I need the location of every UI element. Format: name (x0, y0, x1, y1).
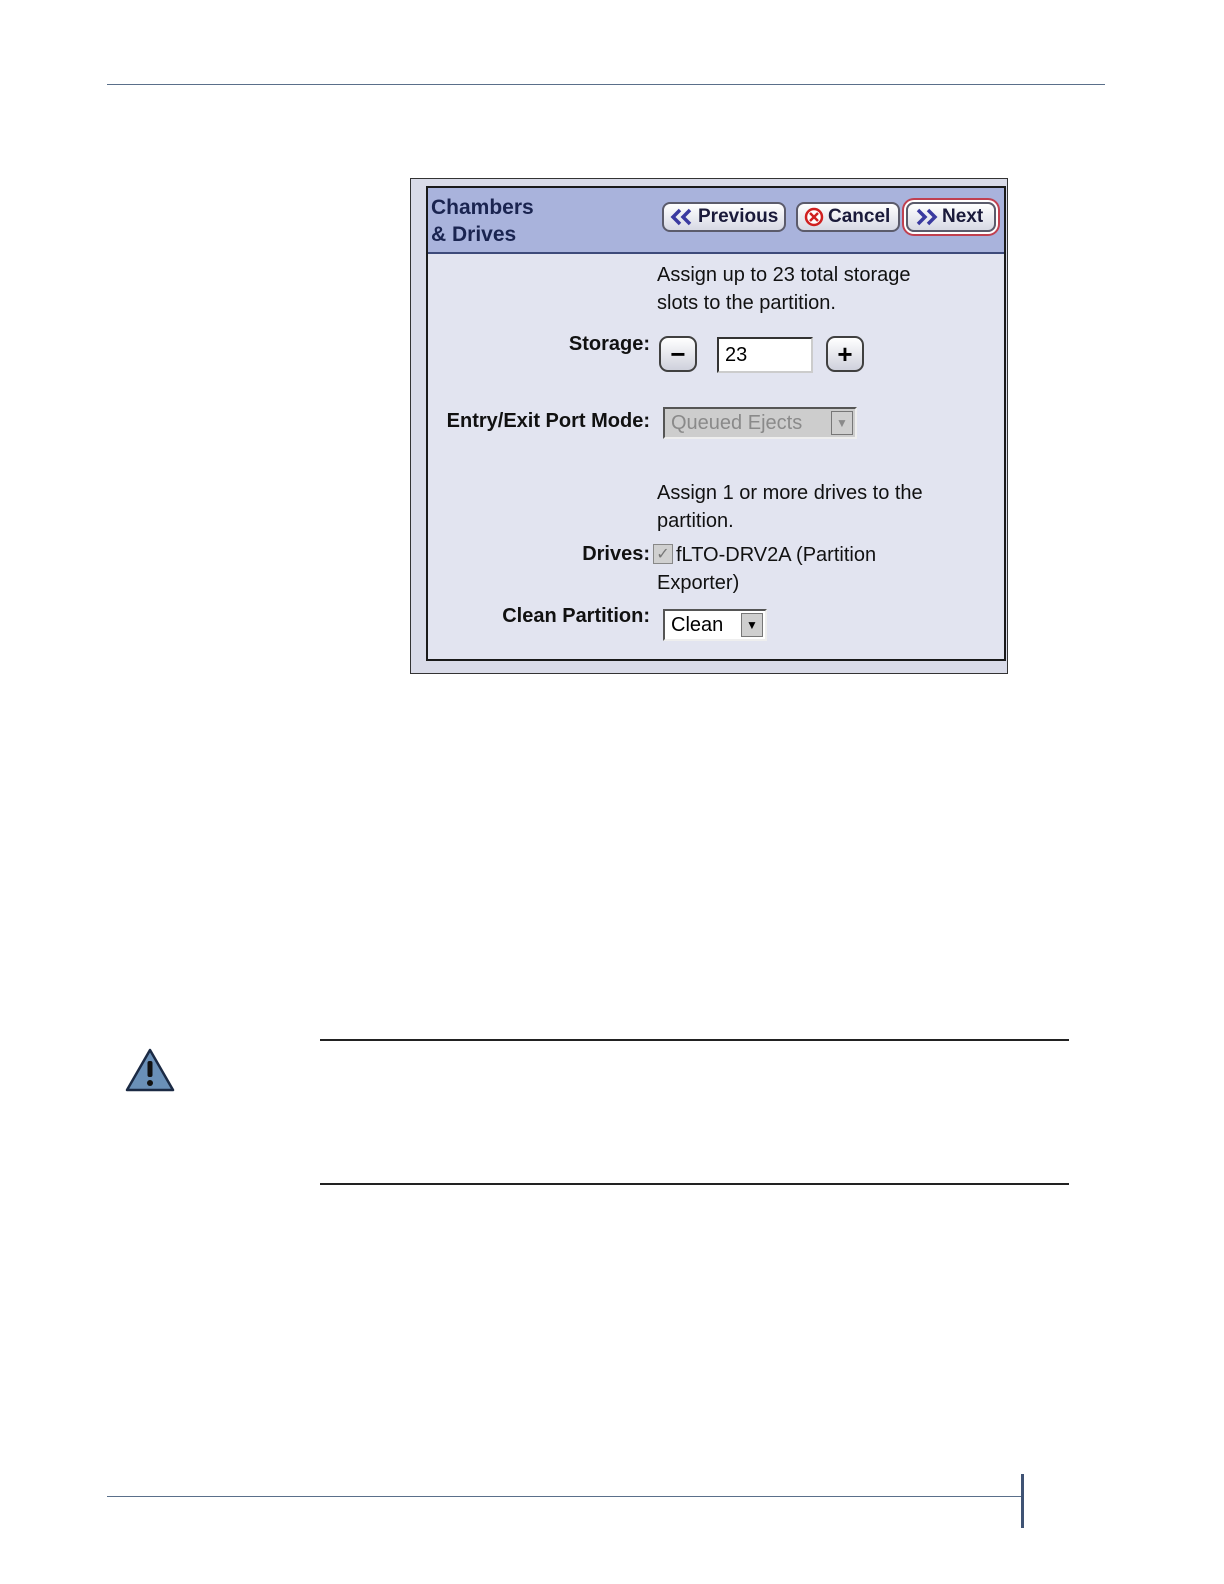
storage-increment-button[interactable] (826, 336, 864, 372)
chevron-down-icon: ▼ (741, 613, 763, 637)
storage-label: Storage: (568, 333, 650, 355)
clean-partition-label: Clean Partition: (502, 605, 650, 627)
chambers-drives-dialog (426, 186, 1006, 661)
dialog-title-line1: Chambers (431, 196, 534, 219)
drives-description (657, 479, 923, 535)
page-header-rule (107, 84, 1105, 85)
storage-decrement-button[interactable] (659, 336, 697, 372)
chevron-down-icon: ▼ (831, 411, 853, 435)
previous-label: Previous (698, 206, 779, 227)
drive-item-line2: Exporter) (657, 572, 740, 594)
dialog-title (431, 194, 561, 248)
plus-icon: + (837, 338, 853, 369)
caution-top-rule (320, 1039, 1069, 1041)
cancel-label: Cancel (828, 206, 891, 227)
clean-partition-select[interactable] (663, 609, 767, 641)
next-label: Next (942, 206, 984, 227)
clean-partition-value: Clean (671, 613, 724, 636)
storage-description-line1: Assign up to 23 total storage (657, 264, 911, 286)
dialog-header (428, 188, 1004, 254)
next-icon (914, 208, 938, 226)
drives-description-line1: Assign 1 or more drives to the (657, 482, 923, 504)
cancel-button[interactable] (796, 202, 900, 232)
storage-input[interactable] (717, 337, 813, 373)
storage-description-line2: slots to the partition. (657, 292, 836, 314)
dialog-title-line2: & Drives (431, 223, 517, 246)
screenshot-frame (410, 178, 1008, 674)
drives-description-line2: partition. (657, 510, 734, 532)
drive-item-line1: fLTO-DRV2A (Partition (676, 544, 877, 566)
page-footer-rule (107, 1496, 1022, 1497)
page-number-marker (1021, 1474, 1024, 1528)
drive-checkbox[interactable] (653, 544, 673, 564)
previous-button[interactable] (662, 202, 786, 232)
storage-description (657, 261, 911, 317)
port-mode-select[interactable] (663, 407, 857, 439)
cancel-icon (804, 207, 824, 227)
caution-bottom-rule (320, 1183, 1069, 1185)
port-mode-label: Entry/Exit Port Mode: (446, 410, 650, 432)
port-mode-value: Queued Ejects (671, 411, 803, 434)
previous-icon (670, 208, 694, 226)
next-button[interactable] (906, 202, 996, 232)
minus-icon: − (670, 338, 686, 369)
caution-icon (125, 1048, 175, 1092)
check-icon: ✓ (656, 546, 670, 563)
drives-label: Drives: (582, 543, 650, 565)
